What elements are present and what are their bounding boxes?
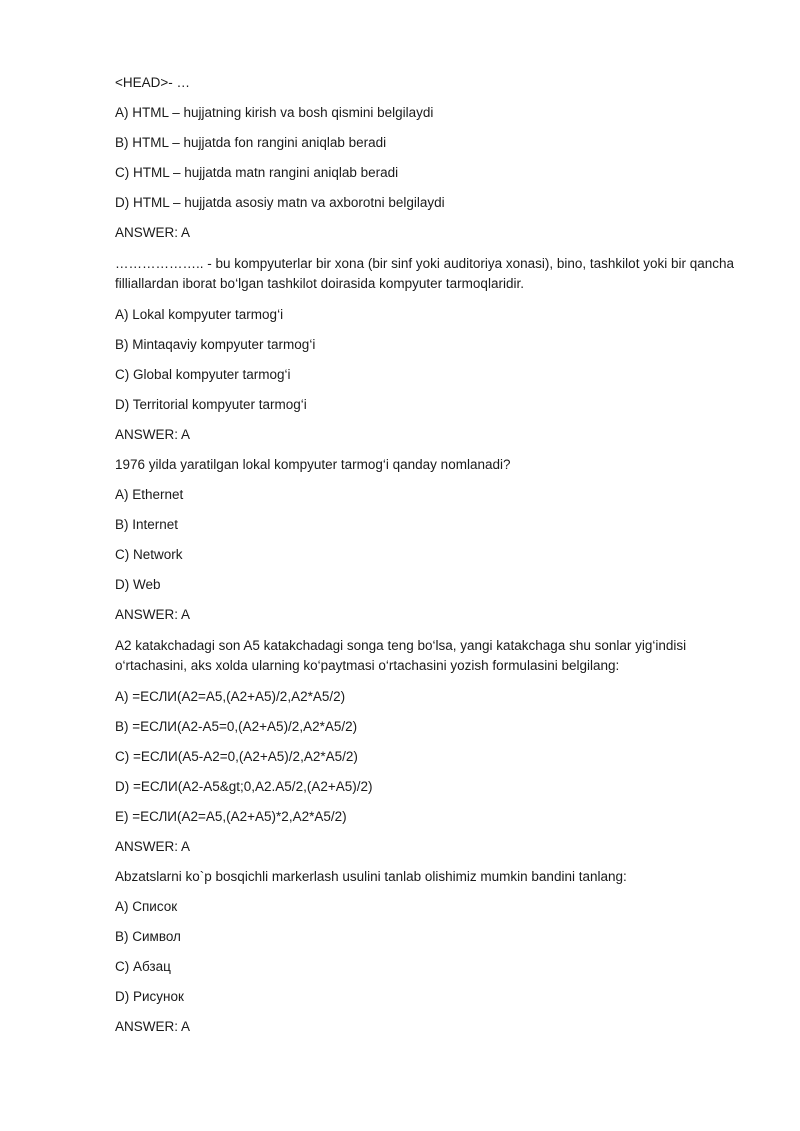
answer-option: D) Web	[115, 577, 161, 592]
answer-key: ANSWER: A	[115, 1019, 191, 1034]
question-stem: A2 katakchadagi son A5 katakchadagi songa teng bo‘lsa, yangi katakchaga shu sonlar yig‘indisi o‘rtachasini, aks xolda ularning ko‘paytmasi o‘rtachasini yozish formulasini belgilang:	[115, 638, 687, 673]
answer-option: B) Символ	[115, 929, 181, 944]
answer-option: D) =ЕСЛИ(A2-A5&gt;0,A2.A5/2,(A2+A5)/2)	[115, 779, 373, 794]
answer-option: C) Network	[115, 547, 183, 562]
answer-option: C) Абзац	[115, 959, 171, 974]
answer-option: B) HTML – hujjatda fon rangini aniqlab beradi	[115, 135, 387, 150]
question-stem: ……………….. - bu kompyuterlar bir xona (bir sinf yoki auditoriya xonasi), bino, tashkilot yoki bir qancha filliallardan iborat bo‘lgan tashkilot doirasida kompyuter tarmoqlaridir.	[115, 256, 734, 291]
answer-option: A) HTML – hujjatning kirish va bosh qismini belgilaydi	[115, 105, 434, 120]
answer-option: B) =ЕСЛИ(A2-A5=0,(A2+A5)/2,A2*A5/2)	[115, 719, 358, 734]
answer-option: A) Список	[115, 899, 178, 914]
answer-option: A) Ethernet	[115, 487, 184, 502]
answer-option: D) Territorial kompyuter tarmog‘i	[115, 397, 307, 412]
answer-option: B) Internet	[115, 517, 179, 532]
answer-option: E) =ЕСЛИ(A2=A5,(A2+A5)*2,A2*A5/2)	[115, 809, 347, 824]
question-stem: <HEAD>- …	[115, 75, 191, 90]
answer-option: C) =ЕСЛИ(A5-A2=0,(A2+A5)/2,A2*A5/2)	[115, 749, 358, 764]
answer-option: D) HTML – hujjatda asosiy matn va axborotni belgilaydi	[115, 195, 445, 210]
answer-key: ANSWER: A	[115, 427, 191, 442]
answer-option: A) Lokal kompyuter tarmog‘i	[115, 307, 284, 322]
answer-option: A) =ЕСЛИ(A2=A5,(A2+A5)/2,A2*A5/2)	[115, 689, 346, 704]
quiz-content	[115, 74, 745, 1048]
answer-option: C) HTML – hujjatda matn rangini aniqlab beradi	[115, 165, 399, 180]
answer-option: C) Global kompyuter tarmog‘i	[115, 367, 291, 382]
answer-option: B) Mintaqaviy kompyuter tarmog‘i	[115, 337, 316, 352]
answer-key: ANSWER: A	[115, 225, 191, 240]
answer-key: ANSWER: A	[115, 607, 191, 622]
answer-key: ANSWER: A	[115, 839, 191, 854]
question-stem: Abzatslarni ko`p bosqichli markerlash usulini tanlab olishimiz mumkin bandini tanlang:	[115, 869, 627, 884]
question-stem: 1976 yilda yaratilgan lokal kompyuter tarmog‘i qanday nomlanadi?	[115, 457, 511, 472]
answer-option: D) Рисунок	[115, 989, 184, 1004]
